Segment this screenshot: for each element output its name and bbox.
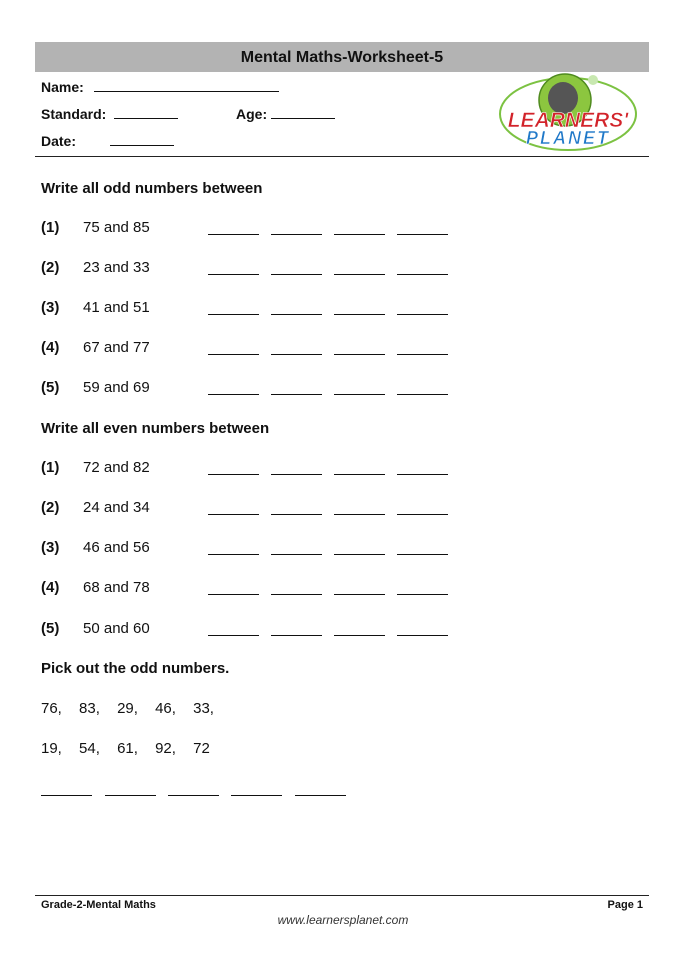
- answer-blank: [208, 635, 259, 636]
- odd-question-text: 23 and 33: [83, 259, 150, 276]
- even-question-text: 68 and 78: [83, 579, 150, 596]
- learners-planet-logo: [493, 70, 643, 155]
- answer-blank: [271, 234, 322, 235]
- odd-question-number: (4): [41, 339, 60, 356]
- answer-blank: [271, 274, 322, 275]
- even-question-4: [41, 579, 481, 599]
- answer-blank: [397, 274, 448, 275]
- numbers-row-2: [41, 740, 223, 757]
- answer-blank: [231, 795, 282, 796]
- answer-blank: [208, 594, 259, 595]
- answer-blank: [271, 394, 322, 395]
- pick-section-title: Pick out the odd numbers.: [41, 660, 230, 677]
- answer-blank: [334, 554, 385, 555]
- answer-blank: [397, 234, 448, 235]
- answer-blank: [41, 795, 92, 796]
- odd-question-number: (1): [41, 219, 60, 236]
- footer-grade: Grade-2-Mental Maths: [41, 899, 156, 911]
- even-question-number: (2): [41, 499, 60, 516]
- answer-blank: [271, 554, 322, 555]
- answer-blank: [397, 514, 448, 515]
- footer-divider: [35, 895, 649, 896]
- even-question-number: (5): [41, 620, 60, 637]
- answer-blank: [208, 274, 259, 275]
- answer-blank: [397, 635, 448, 636]
- answer-blank: [397, 394, 448, 395]
- numbers-row-1: [41, 700, 227, 717]
- even-question-number: (1): [41, 459, 60, 476]
- age-line: [271, 104, 335, 119]
- answer-blank: [271, 314, 322, 315]
- odd-question-1: [41, 219, 481, 239]
- answer-blank: [397, 554, 448, 555]
- number-item: 61,: [117, 740, 138, 757]
- standard-label: Standard:: [41, 106, 107, 122]
- logo-line2: PLANET: [526, 128, 610, 148]
- name-label: Name:: [41, 79, 84, 95]
- even-question-3: [41, 539, 481, 559]
- answer-blank: [334, 514, 385, 515]
- answer-blank: [397, 594, 448, 595]
- number-item: 46,: [155, 700, 176, 717]
- footer-url: www.learnersplanet.com: [277, 913, 409, 927]
- odd-question-number: (5): [41, 379, 60, 396]
- answer-blank: [271, 474, 322, 475]
- answer-blank: [208, 314, 259, 315]
- odd-question-number: (3): [41, 299, 60, 316]
- odd-section-title: Write all odd numbers between: [41, 180, 263, 197]
- even-question-text: 24 and 34: [83, 499, 150, 516]
- answer-blank: [397, 354, 448, 355]
- even-section-title: Write all even numbers between: [41, 420, 270, 437]
- name-line: [94, 77, 279, 92]
- answer-blank: [334, 594, 385, 595]
- number-item: 33,: [193, 700, 214, 717]
- standard-field: [41, 104, 178, 122]
- answer-blank: [208, 474, 259, 475]
- answer-blank: [208, 354, 259, 355]
- answer-blank: [397, 474, 448, 475]
- number-item: 83,: [79, 700, 100, 717]
- number-item: 19,: [41, 740, 62, 757]
- odd-question-2: [41, 259, 481, 279]
- answer-blank: [208, 234, 259, 235]
- odd-question-4: [41, 339, 481, 359]
- answer-blank: [168, 795, 219, 796]
- odd-question-5: [41, 379, 481, 399]
- even-question-text: 46 and 56: [83, 539, 150, 556]
- number-item: 54,: [79, 740, 100, 757]
- even-question-2: [41, 499, 481, 519]
- answer-blank: [334, 274, 385, 275]
- even-question-1: [41, 459, 481, 479]
- answer-blank: [271, 594, 322, 595]
- date-field: [41, 131, 174, 149]
- age-label: Age:: [236, 106, 268, 122]
- header-divider: [35, 156, 649, 157]
- answer-blank: [271, 354, 322, 355]
- answer-blank: [334, 314, 385, 315]
- odd-question-number: (2): [41, 259, 60, 276]
- even-question-5: [41, 620, 481, 640]
- number-item: 92,: [155, 740, 176, 757]
- odd-question-3: [41, 299, 481, 319]
- age-field: [236, 104, 335, 122]
- answer-blank: [208, 394, 259, 395]
- answer-blank: [334, 354, 385, 355]
- date-line: [110, 131, 174, 146]
- number-item: 72: [193, 740, 210, 757]
- answer-blank: [105, 795, 156, 796]
- logo-small-planet: [588, 75, 598, 85]
- number-item: 76,: [41, 700, 62, 717]
- answer-blank: [295, 795, 346, 796]
- date-label: Date:: [41, 133, 77, 149]
- name-field: [41, 77, 279, 95]
- answer-blank: [334, 234, 385, 235]
- number-item: 29,: [117, 700, 138, 717]
- even-question-text: 72 and 82: [83, 459, 150, 476]
- logo-line1: LEARNERS': [507, 109, 629, 132]
- standard-line: [114, 104, 178, 119]
- even-question-number: (3): [41, 539, 60, 556]
- answer-blank: [334, 394, 385, 395]
- answer-blank: [271, 635, 322, 636]
- odd-question-text: 59 and 69: [83, 379, 150, 396]
- answer-blank: [208, 514, 259, 515]
- odd-question-text: 75 and 85: [83, 219, 150, 236]
- answer-blank: [271, 514, 322, 515]
- even-question-number: (4): [41, 579, 60, 596]
- footer-page-number: Page 1: [607, 899, 643, 911]
- answer-blank: [334, 474, 385, 475]
- answer-blank: [397, 314, 448, 315]
- odd-question-text: 67 and 77: [83, 339, 150, 356]
- answer-blank: [334, 635, 385, 636]
- answer-blank: [208, 554, 259, 555]
- worksheet-title: Mental Maths-Worksheet-5: [35, 42, 649, 72]
- odd-question-text: 41 and 51: [83, 299, 150, 316]
- even-question-text: 50 and 60: [83, 620, 150, 637]
